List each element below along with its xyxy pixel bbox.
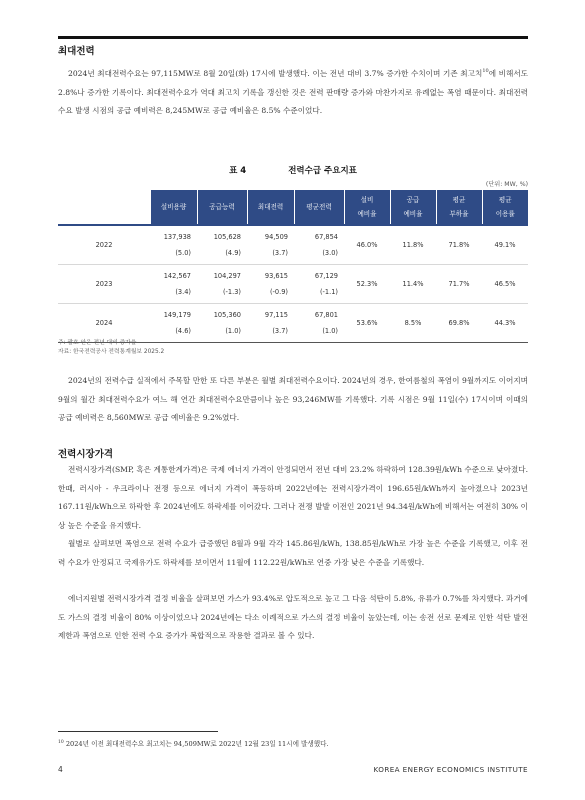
data-cell: 44.3% [494, 318, 516, 327]
data-cell: 49.1% [494, 240, 516, 249]
section-title-market-price: 전력시장가격 [58, 449, 114, 460]
paragraph-text: 2024년 최대전력수요는 97,115MW로 8월 20일(화) 17시에 발생했다. 이는 전년 대비 3.7% 증가한 수치이며 기존 최고치 [68, 69, 483, 78]
data-cell: 67,854 (3.0) [314, 232, 338, 257]
table-unit: (단위: MW, %) [485, 181, 528, 188]
header-load-factor: 평균 부하율 [436, 190, 482, 225]
footnote-text: 2024년 이전 최대전력수요 최고치는 94,509MW로 2022년 12월 23일 11시에 발생했다. [65, 740, 329, 748]
header-capacity: 설비용량 [150, 190, 197, 225]
data-cell: 46.0% [356, 240, 378, 249]
header-capacity-reserve: 설비 예비율 [344, 190, 390, 225]
data-cell: 71.8% [448, 240, 470, 249]
data-cell: 142,567 (3.4) [163, 271, 191, 296]
table-row [58, 264, 528, 303]
footnote-rule [58, 731, 218, 732]
data-cell: 53.6% [356, 318, 378, 327]
header-supply-capability: 공급능력 [197, 190, 247, 225]
table-caption [58, 164, 528, 176]
table-note: 주: 괄호 안은 전년 대비 증가율 [58, 340, 137, 346]
data-cell: 46.5% [494, 279, 516, 288]
header-utilization: 평균 이용률 [482, 190, 528, 225]
table-row [58, 225, 528, 264]
paragraph-monthly-smp: 월별로 살펴보면 폭염으로 전력 수요가 급증했던 8월과 9월 각각 145.86원/kWh, 138.85원/kWh로 가장 높은 수준을 기록했고, 이후 전력 수요가 안정되고 국제유가도 하락세를 보이면서 11월에 112.22원/kWh로 연중 가장 낮은 수준을 기록했다. [58, 539, 528, 567]
data-cell: 137,938 (5.0) [163, 232, 191, 257]
table-corner-cell [58, 190, 150, 225]
paragraph-smp: 전력시장가격(SMP, 혹은 계통한계가격)은 국제 에너지 가격이 안정되면서 전년 대비 23.2% 하락하여 128.39원/kWh 수준으로 낮아졌다. 한때, 러시아 - 우크라이나 전쟁 등으로 에너지 가격이 폭등하며 2022년에는 전력시장가격이 196.65원/kWh까지 높아졌으나 2023년 167.11원/kWh으로 하락한 후 2024년에도 하락세를 이어갔다. 그러나 전쟁 발발 이전인 2021년 94.34원/kWh에 비해서는 여전히 30% 이상 높은 수준을 유지했다. [58, 465, 528, 530]
data-cell: 11.8% [402, 240, 424, 249]
page-number: 4 [58, 765, 63, 774]
data-cell: 11.4% [402, 279, 424, 288]
section-title-peak-demand: 최대전력 [58, 46, 95, 57]
data-cell: 8.5% [404, 318, 422, 327]
paragraph-fuel-share: 에너지원별 전력시장가격 결정 비율을 살펴보면 가스가 93.4%로 압도적으로 높고 그 다음 석탄이 5.8%, 유류가 0.7%를 차지했다. 과거에도 가스의 결정 비율이 80% 이상이었으나 2024년에는 다소 이례적으로 가스의 결정 비율이 높았는데, 이는 송전 선로 문제로 인한 석탄 발전 제한과 폭염으로 인한 전력 수요 증가가 복합적으로 작용한 결과로 볼 수 있다. [58, 594, 528, 640]
data-cell: 67,129 (-1.1) [314, 271, 338, 296]
section-top-rule [58, 36, 528, 39]
data-cell: 105,360 (1.0) [213, 310, 241, 335]
organization-name: KOREA ENERGY ECONOMICS INSTITUTE [373, 765, 528, 774]
paragraph-text: 에 비해서도 2.8%나 증가한 기록이다. 최대전력수요가 역대 최고치 기록을 갱신한 것은 전력 판매량 증가와 마찬가지로 유례없는 폭염 때문이다. 최대전력수요 발생 시점의 공급 예비력은 8,245MW로 공급 예비율은 8.5% 수준이었다. [58, 69, 529, 115]
paragraph-monthly-peak: 2024년의 전력수급 실적에서 주목할 만한 또 다른 부분은 월별 최대전력수요이다. 2024년의 경우, 한여름철의 폭염이 9월까지도 이어지며 9월의 월간 최대전력수요가 여느 해 연간 최대전력수요만큼이나 높은 93,246MW를 기록했다. 기록 시점은 9월 11일(수) 17시이며 이때의 공급 예비력은 8,560MW로 공급 예비율은 9.2%였다. [58, 376, 528, 422]
table-source: 자료: 한국전력공사 전력통계월보 2025.2 [58, 349, 165, 355]
data-cell: 105,628 (4.9) [213, 232, 241, 257]
power-supply-table [58, 190, 528, 343]
header-supply-reserve: 공급 예비율 [390, 190, 436, 225]
data-cell: 71.7% [448, 279, 470, 288]
data-cell: 149,179 (4.6) [163, 310, 191, 335]
table-title: 전력수급 주요지표 [288, 166, 357, 176]
row-year: 2024 [95, 318, 113, 327]
table-header-row [58, 190, 528, 225]
data-cell: 69.8% [448, 318, 470, 327]
data-cell: 94,509 (3.7) [264, 232, 288, 257]
data-cell: 104,297 (-1.3) [213, 271, 241, 296]
header-average-power: 평균전력 [294, 190, 344, 225]
footnote-number: 10 [58, 740, 64, 745]
data-cell: 93,615 (-0.9) [264, 271, 288, 296]
row-year: 2022 [95, 240, 113, 249]
table-number: 표 4 [229, 166, 247, 176]
paragraph-peak-demand [58, 65, 528, 121]
data-cell: 97,115 (3.7) [264, 310, 288, 335]
footnote-ref[interactable]: 10 [482, 68, 489, 74]
header-peak-demand: 최대전력 [247, 190, 294, 225]
footnote [58, 738, 329, 748]
data-cell: 52.3% [356, 279, 378, 288]
data-cell: 67,801 (1.0) [314, 310, 338, 335]
row-year: 2023 [95, 279, 113, 288]
